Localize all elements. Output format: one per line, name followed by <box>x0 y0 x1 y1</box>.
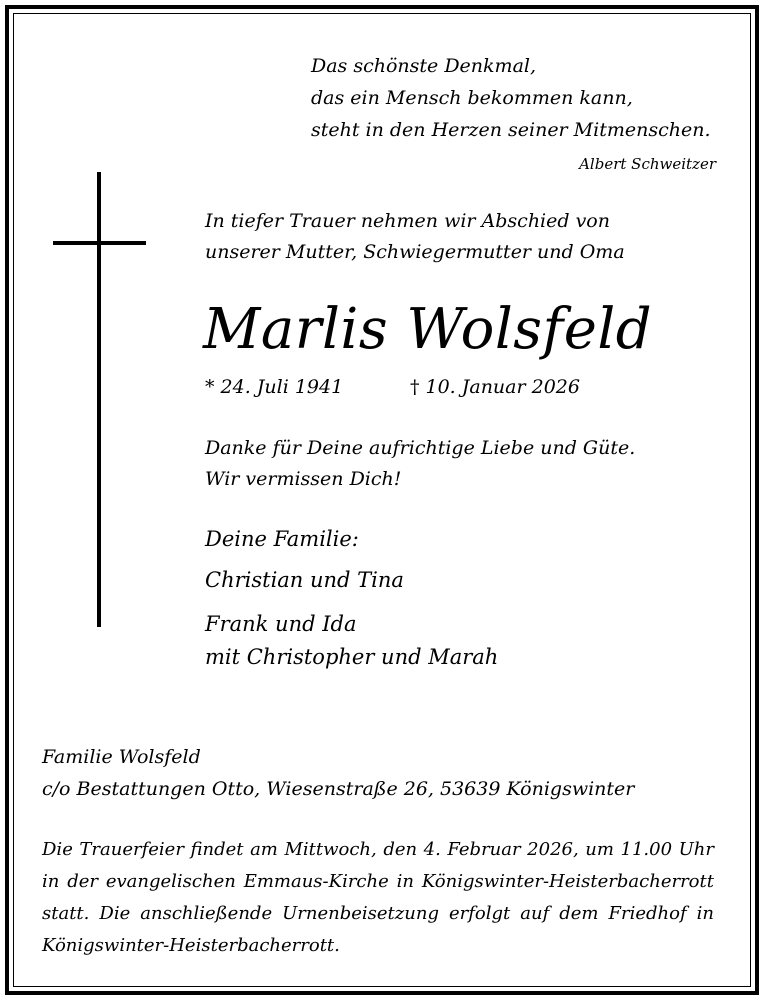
intro-text <box>205 206 625 268</box>
contact-line: c/o Bestattungen Otto, Wiesenstraße 26, 53639 Königswinter <box>42 778 635 800</box>
dagger-icon: † <box>410 376 420 398</box>
cross-horizontal-bar <box>53 241 146 245</box>
ceremony-notice: Die Trauerfeier findet am Mittwoch, den 4. Februar 2026, um 11.00 Uhr in der evangelischen Emmaus-Kirche in Königswinter-Heisterbacherrott statt. Die anschließende Urnenbeisetzung erfolgt auf dem Friedhof in Königswinter-Heisterbacherrott. <box>42 839 714 956</box>
thanks-line: Wir vermissen Dich! <box>205 468 402 490</box>
quote <box>311 50 711 146</box>
thanks-line: Danke für Deine aufrichtige Liebe und Güte. <box>205 437 636 459</box>
family-member: Christian und Tina <box>205 568 404 592</box>
thanks-text <box>205 433 635 495</box>
family-member: Frank und Ida <box>205 612 357 636</box>
death-date: 10. Januar 2026 <box>425 376 580 398</box>
quote-line: Das schönste Denkmal, <box>311 55 537 77</box>
family-label: Deine Familie: <box>205 527 359 551</box>
contact-address <box>42 741 634 805</box>
death-date-group <box>410 376 580 398</box>
family-member: mit Christopher und Marah <box>205 645 499 669</box>
quote-line: das ein Mensch bekommen kann, <box>311 87 633 109</box>
intro-line: unserer Mutter, Schwiegermutter und Oma <box>205 241 625 263</box>
deceased-name: Marlis Wolsfeld <box>203 297 653 362</box>
contact-line: Familie Wolsfeld <box>42 746 201 768</box>
birth-date: * 24. Juli 1941 <box>205 376 344 398</box>
quote-author: Albert Schweitzer <box>579 155 716 173</box>
intro-line: In tiefer Trauer nehmen wir Abschied von <box>205 210 610 232</box>
quote-line: steht in den Herzen seiner Mitmenschen. <box>311 119 711 141</box>
